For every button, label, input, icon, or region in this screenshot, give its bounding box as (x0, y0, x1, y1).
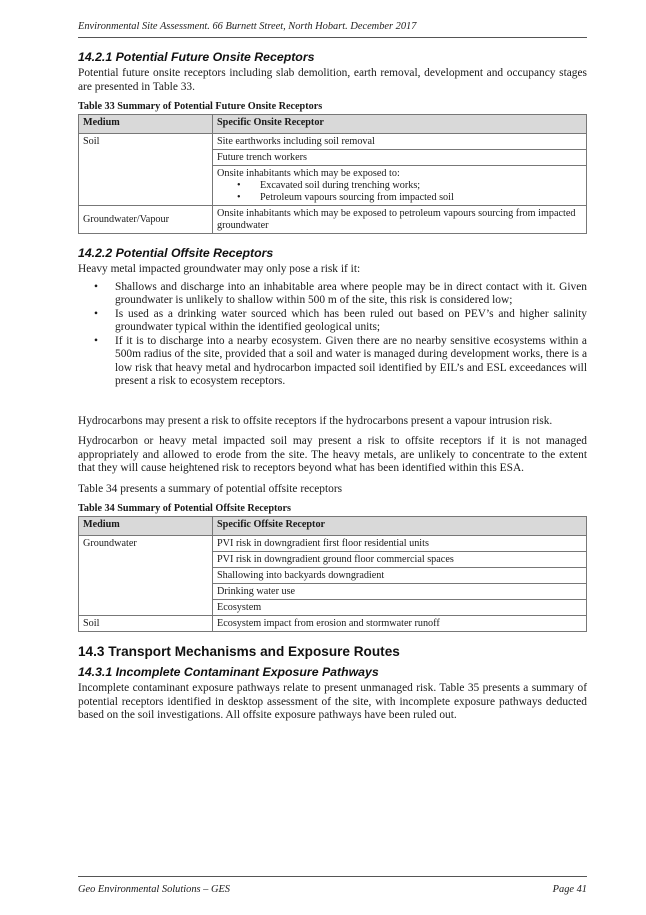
receptor-cell (213, 166, 587, 206)
receptor-cell: Drinking water use (213, 584, 587, 600)
medium-cell: Groundwater (79, 536, 213, 616)
list-item: • Excavated soil during trenching works; (217, 180, 582, 192)
receptor-cell: Ecosystem impact from erosion and stormwater runoff (213, 616, 587, 632)
table-row (79, 536, 587, 552)
col-receptor-header: Specific Onsite Receptor (213, 115, 587, 134)
table-34-intro-paragraph: Table 34 presents a summary of potential offsite receptors (78, 482, 343, 495)
medium-cell (79, 166, 213, 206)
heading-14-3: 14.3 Transport Mechanisms and Exposure Routes (78, 644, 400, 659)
footer-company: Geo Environmental Solutions – GES (78, 884, 230, 895)
table-header-row (79, 115, 587, 134)
table-row (79, 616, 587, 632)
list-item: • Is used as a drinking water sourced which has been ruled out based on PEV’s and higher salinity groundwater typical within the identified geological units; (78, 308, 587, 335)
footer-rule (78, 876, 587, 877)
heading-14-3-1: 14.3.1 Incomplete Contaminant Exposure Pathways (78, 665, 379, 679)
table-34 (78, 516, 587, 632)
col-receptor-header: Specific Offsite Receptor (213, 517, 587, 536)
table-header-row (79, 517, 587, 536)
soil-erosion-paragraph: Hydrocarbon or heavy metal impacted soil may present a risk to offsite receptors if it is not managed appropriately and allowed to erode from the site. The heavy metals, are unlikely to concentrate to the extent that they will cause heightened risk to receptors beyond what has been identified within this ESA. (78, 435, 587, 474)
table-row (79, 150, 587, 166)
table-33 (78, 114, 587, 234)
medium-cell: Soil (79, 616, 213, 632)
list-item: • If it is to discharge into a nearby ecosystem. Given there are no nearby sensitive ecosystems within a 500m radius of the site, provided that a soil and water is managed during development works, there is a low risk that heavy metal and hydrocarbon impacted soil identified by EIL’s and ESL exceedances will present a risk to ecosystem receptors. (78, 335, 587, 389)
receptor-cell: Shallowing into backyards downgradient (213, 568, 587, 584)
offsite-intro-paragraph: Heavy metal impacted groundwater may only pose a risk if it: (78, 263, 361, 275)
page-header: Environmental Site Assessment. 66 Burnett Street, North Hobart. December 2017 (78, 21, 417, 32)
table-33-caption: Table 33 Summary of Potential Future Onsite Receptors (78, 101, 323, 112)
heading-14-2-2: 14.2.2 Potential Offsite Receptors (78, 246, 274, 260)
receptor-cell: Future trench workers (213, 150, 587, 166)
list-item: • Petroleum vapours sourcing from impacted soil (217, 192, 582, 204)
table-row (79, 134, 587, 150)
receptor-bullet-list (217, 180, 582, 204)
medium-cell (79, 150, 213, 166)
table-34-caption: Table 34 Summary of Potential Offsite Receptors (78, 503, 291, 514)
footer-page-number: Page 41 (552, 884, 587, 895)
onsite-intro-paragraph: Potential future onsite receptors including slab demolition, earth removal, development and occupancy stages are presented in Table 33. (78, 67, 587, 93)
medium-cell: Soil (79, 134, 213, 150)
header-rule (78, 37, 587, 38)
receptor-cell: Ecosystem (213, 600, 587, 616)
receptor-cell: PVI risk in downgradient ground floor commercial spaces (213, 552, 587, 568)
page-content (78, 50, 587, 730)
offsite-risk-bullet-list (78, 281, 587, 389)
medium-cell: Groundwater/Vapour (79, 206, 213, 234)
receptor-cell: Site earthworks including soil removal (213, 134, 587, 150)
col-medium-header: Medium (79, 115, 213, 134)
col-medium-header: Medium (79, 517, 213, 536)
list-item: • Shallows and discharge into an inhabitable area where people may be in direct contact with it. Given groundwater is unlikely to shallow within 500 m of the site, this risk is considered low; (78, 281, 587, 308)
receptor-cell: Onsite inhabitants which may be exposed to petroleum vapours sourcing from impacted groundwater (213, 206, 587, 234)
table-row (79, 206, 587, 234)
receptor-text: Onsite inhabitants which may be exposed to: (217, 168, 400, 179)
vapour-risk-paragraph: Hydrocarbons may present a risk to offsite receptors if the hydrocarbons present a vapour intrusion risk. (78, 414, 553, 427)
exposure-pathways-paragraph: Incomplete contaminant exposure pathways relate to present unmanaged risk. Table 35 presents a summary of potential receptors identified in desktop assessment of the site, with incomplete exposure pathways deducted based on the soil investigations. All offsite exposure pathways have been ruled out. (78, 682, 587, 721)
heading-14-2-1: 14.2.1 Potential Future Onsite Receptors (78, 50, 315, 64)
receptor-cell: PVI risk in downgradient first floor residential units (213, 536, 587, 552)
table-row (79, 166, 587, 206)
